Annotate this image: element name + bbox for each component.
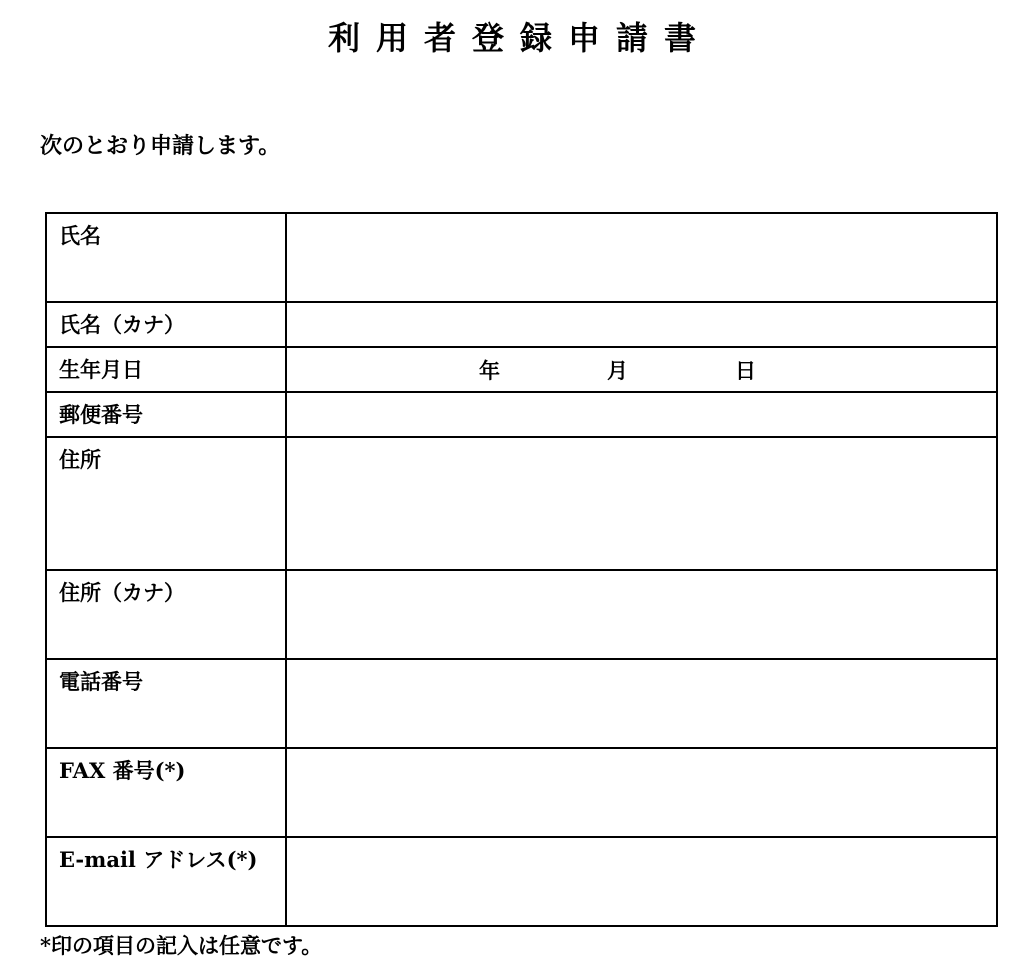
field-label-name-kana: 氏名（カナ） — [46, 302, 286, 347]
form-row-name-kana — [46, 302, 997, 347]
form-row-address-kana — [46, 570, 997, 659]
field-input-name[interactable] — [286, 213, 997, 302]
form-row-address — [46, 437, 997, 570]
field-input-address-kana[interactable] — [286, 570, 997, 659]
form-row-email — [46, 837, 997, 926]
document-title: 利用者登録申請書 — [327, 19, 712, 57]
form-row-fax — [46, 748, 997, 837]
registration-form-table — [45, 212, 998, 927]
field-label-postal-code: 郵便番号 — [46, 392, 286, 437]
field-label-birthdate: 生年月日 — [46, 347, 286, 392]
form-row-birthdate — [46, 347, 997, 392]
field-label-address: 住所 — [46, 437, 286, 570]
field-label-fax: FAX 番号(*) — [46, 748, 286, 837]
field-input-birthdate[interactable] — [286, 347, 997, 392]
birthdate-day-label: 日 — [735, 357, 756, 383]
form-row-phone — [46, 659, 997, 748]
field-input-postal-code[interactable] — [286, 392, 997, 437]
field-input-name-kana[interactable] — [286, 302, 997, 347]
field-input-email[interactable] — [286, 837, 997, 926]
field-label-name: 氏名 — [46, 213, 286, 302]
form-row-postal-code — [46, 392, 997, 437]
field-input-fax[interactable] — [286, 748, 997, 837]
optional-fields-note: *印の項目の記入は任意です。 — [40, 933, 323, 958]
field-label-phone: 電話番号 — [46, 659, 286, 748]
field-label-email: E-mail アドレス(*) — [46, 837, 286, 926]
birthdate-year-label: 年 — [479, 357, 500, 383]
form-row-name — [46, 213, 997, 302]
intro-text: 次のとおり申請します。 — [40, 133, 281, 159]
birthdate-month-label: 月 — [607, 357, 628, 383]
field-label-address-kana: 住所（カナ） — [46, 570, 286, 659]
field-input-phone[interactable] — [286, 659, 997, 748]
field-input-address[interactable] — [286, 437, 997, 570]
